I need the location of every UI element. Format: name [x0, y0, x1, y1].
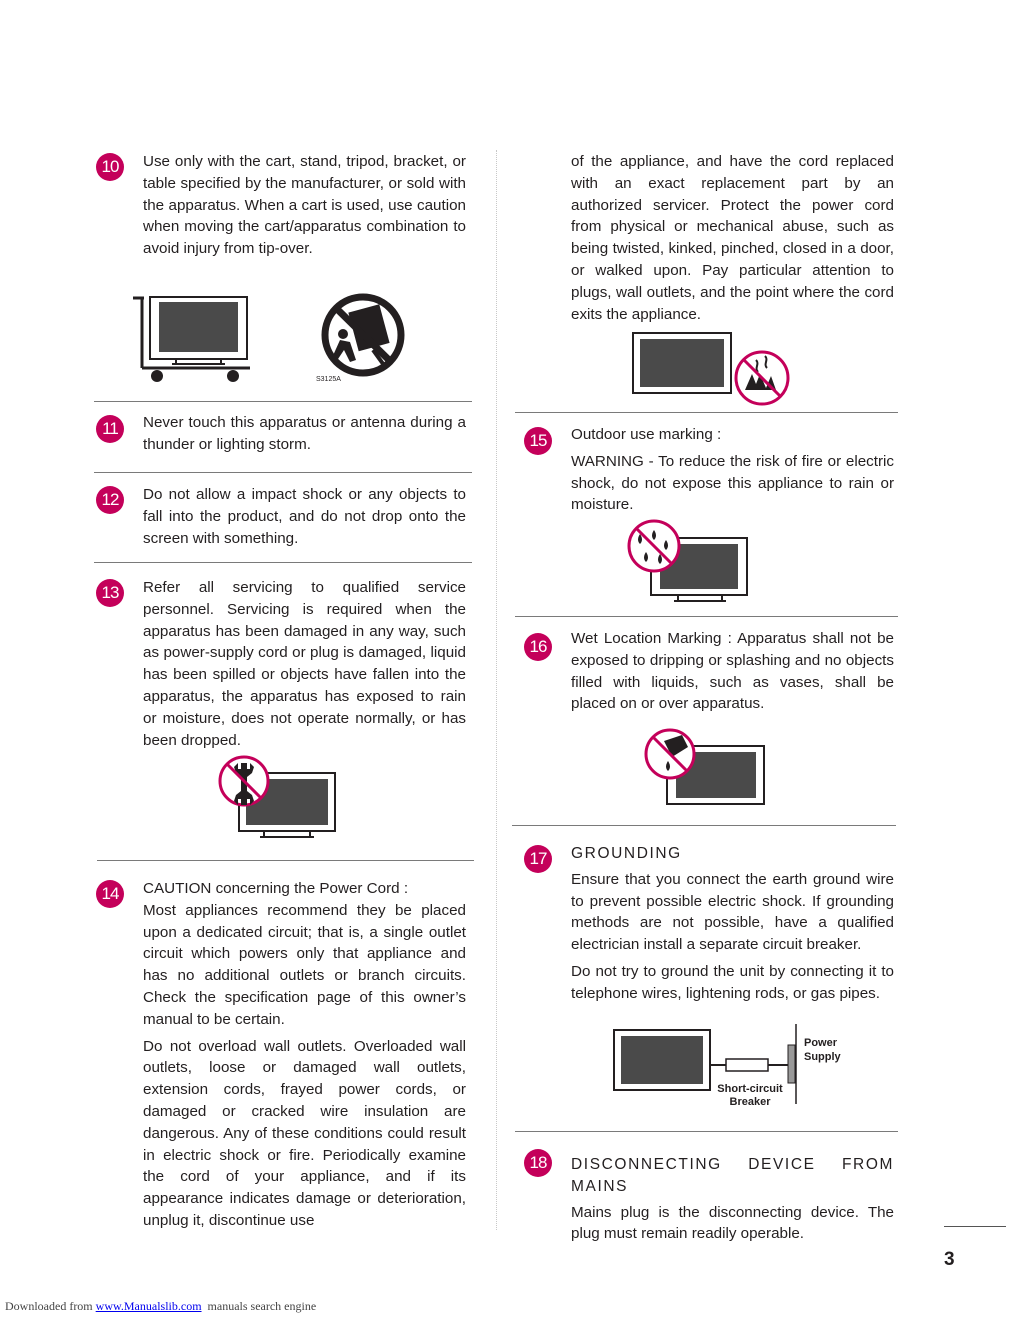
no-tip-over-warning-icon [325, 297, 401, 373]
item-18-text: Mains plug is the disconnecting device. The plug must remain readily operable. [571, 1203, 894, 1243]
item-17-heading: GROUNDING [571, 845, 682, 862]
item-13-badge: 13 [96, 579, 124, 607]
wet-location-illustration [642, 727, 768, 811]
manualslib-link[interactable]: www.Manualslib.com [95, 1299, 202, 1313]
item-15-badge: 15 [524, 427, 552, 455]
no-damaged-cord-icon [736, 352, 788, 404]
item-16-badge: 16 [524, 633, 552, 661]
item-11-text: Never touch this apparatus or antenna during a thunder or lighting storm. [143, 414, 466, 453]
divider [94, 401, 472, 402]
figure-code-label: S3125A [316, 376, 341, 383]
power-label-line-1: Power [804, 1037, 838, 1049]
item-11-text-block [143, 412, 466, 456]
breaker-label-line-1: Short-circuit [717, 1083, 783, 1095]
item-10-badge: 10 [96, 153, 124, 181]
item-15-text-block [571, 424, 894, 516]
breaker-label-line-2: Breaker [729, 1096, 771, 1108]
item-12-text-block [143, 484, 466, 549]
item-18-text-block [571, 1154, 894, 1245]
item-14-continued-block [571, 151, 894, 325]
footer-suffix: manuals search engine [201, 1299, 317, 1313]
no-wrench-icon [220, 757, 268, 805]
item-10-text: Use only with the cart, stand, tripod, bracket, or table specified by the manufacturer, or sold with the apparatus. When a cart is used, use caution when moving the cart/apparatus combination to avoid injury from tip-over. [143, 153, 466, 258]
item-18-badge: 18 [524, 1149, 552, 1177]
no-liquid-vase-icon [646, 730, 694, 778]
item-17-paragraph-1: Ensure that you connect the earth ground wire to prevent possible electric shock. If grounding methods are not possible, have a qualified electrician install a separate circuit breaker. [571, 870, 894, 954]
item-17-text-block [571, 843, 894, 1005]
rain-moisture-illustration [624, 516, 754, 606]
item-12-badge: 12 [96, 486, 124, 514]
item-14-paragraph-3: of the appliance, and have the cord replaced with an exact replacement part by an authorized servicer. Protect the power cord from physical or mechanical abuse, such as being twisted, kinked, pinched, closed in a door, or walked upon. Pay particular attention to plugs, wall outlets, and the point where the cord exits the appliance. [571, 153, 894, 323]
item-16-text-block [571, 628, 894, 715]
item-15-heading: Outdoor use marking : [571, 426, 722, 443]
item-13-text: Refer all servicing to qualified service personnel. Servicing is required when the apparatus has been damaged in any way, such as power-supply cord or plug is damaged, liquid has been spilled or objects have fallen into the apparatus, the apparatus has exposed to rain or moisture, does not operate normally, or has been dropped. [143, 579, 466, 749]
item-14-badge: 14 [96, 880, 124, 908]
divider [515, 412, 898, 413]
item-16-text: Wet Location Marking : Apparatus shall not be exposed to dripping or splashing and no objects filled with liquids, such as vases, shall be placed on or over apparatus. [571, 630, 894, 713]
grounding-diagram [612, 1022, 862, 1112]
footer-prefix: Downloaded from [5, 1299, 96, 1313]
item-17-paragraph-2: Do not try to ground the unit by connecting it to telephone wires, lightening rods, or gas pipes. [571, 962, 894, 1002]
item-14-paragraph-1: Most appliances recommend they be placed upon a dedicated circuit; that is, a single outlet circuit which powers only that appliance and has no additional outlets or branch circuits. Check the specification page of this owner’s manual to be certain. [143, 901, 466, 1028]
item-15-warning: WARNING - To reduce the risk of fire or electric shock, do not expose this appliance to rain or moisture. [571, 452, 894, 514]
item-17-badge: 17 [524, 845, 552, 873]
power-label-line-2: Supply [804, 1051, 841, 1063]
divider [515, 616, 898, 617]
item-14-text-block [143, 878, 466, 1232]
item-12-text: Do not allow a impact shock or any objects to fall into the product, and do not drop onto the screen with something. [143, 486, 466, 547]
page-number-rule [944, 1226, 1006, 1227]
page-number: 3 [944, 1249, 955, 1270]
item-10-text-block [143, 151, 466, 260]
power-cord-damage-illustration [630, 330, 796, 408]
divider [512, 825, 896, 826]
no-rain-icon [629, 521, 679, 571]
download-footer [5, 1299, 316, 1314]
item-18-heading: DISCONNECTING DEVICE FROM MAINS [571, 1156, 894, 1195]
divider [515, 1131, 898, 1132]
item-11-badge: 11 [96, 415, 124, 443]
item-14-paragraph-2: Do not overload wall outlets. Overloaded wall outlets, loose or damaged wall outlets, extension cords, frayed power cords, or damaged or cracked wire insulation are dangerous. Any of these conditions could result in electric shock or fire. Periodically examine the cord of your appliance, and if its appearance indicates damage or deterioration, unplug it, discontinue use [143, 1037, 466, 1229]
divider [97, 860, 474, 861]
no-self-service-illustration [214, 753, 340, 843]
item-13-text-block [143, 577, 466, 751]
cart-tip-over-illustration [128, 290, 418, 385]
divider [94, 562, 472, 563]
divider [94, 472, 472, 473]
column-divider [496, 150, 497, 1230]
item-14-heading: CAUTION concerning the Power Cord : [143, 880, 409, 897]
